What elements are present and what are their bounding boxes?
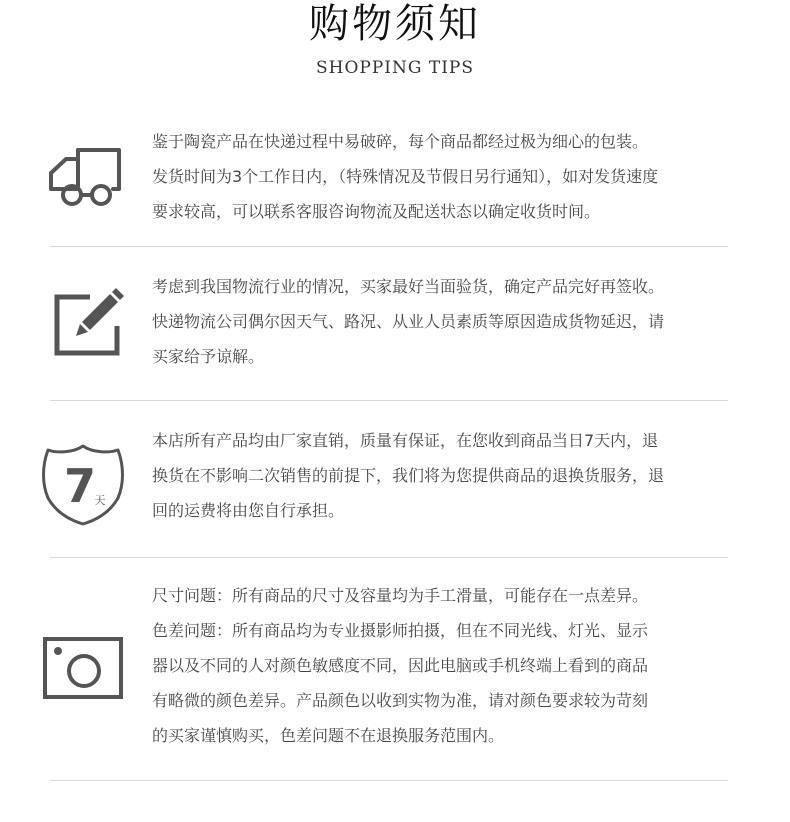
tip-line: 本店所有产品均由厂家直销，质量有保证，在您收到商品当日7天内，退 <box>152 431 659 450</box>
tip-line: 要求较高，可以联系客服咨询物流及配送状态以确定收货时间。 <box>152 202 601 221</box>
tip-line: 回的运费将由您自行承担。 <box>152 501 345 520</box>
section-divider <box>50 780 728 781</box>
seven-day-shield-icon <box>40 440 126 526</box>
section-divider <box>50 557 728 558</box>
tip-line: 尺寸问题：所有商品的尺寸及容量均为手工滑量，可能存在一点差异。 <box>152 586 649 605</box>
section-divider <box>50 246 728 247</box>
camera-icon <box>40 626 126 712</box>
section-divider <box>50 400 728 401</box>
edit-sign-icon <box>40 280 126 366</box>
page-title: 购物须知 <box>309 1 481 47</box>
tip-line: 发货时间为3个工作日内，（特殊情况及节假日另行通知），如对发货速度 <box>152 167 659 186</box>
tip-line: 器以及不同的人对颜色敏感度不同，因此电脑或手机终端上看到的商品 <box>152 656 649 675</box>
tip-text-inspect <box>152 269 732 374</box>
tip-line: 有略微的颜色差异。产品颜色以收到实物为准，请对颜色要求较为苛刻 <box>152 691 649 710</box>
tip-text-color <box>152 578 732 753</box>
tip-text-delivery <box>152 124 732 229</box>
seven-day-unit: 天 <box>94 494 106 507</box>
delivery-truck-icon <box>40 131 126 217</box>
tip-line: 考虑到我国物流行业的情况，买家最好当面验货，确定产品完好再签收。 <box>152 277 665 296</box>
tip-line: 快递物流公司偶尔因天气、路况、从业人员素质等原因造成货物延迟，请 <box>152 312 665 331</box>
tip-text-returns <box>152 423 732 528</box>
tip-line: 色差问题：所有商品均为专业摄影师拍摄，但在不同光线、灯光、显示 <box>152 621 649 640</box>
tip-line: 鉴于陶瓷产品在快递过程中易破碎，每个商品都经过极为细心的包装。 <box>152 132 649 151</box>
tip-line: 换货在不影响二次销售的前提下，我们将为您提供商品的退换货服务，退 <box>152 466 665 485</box>
seven-day-number: 7 <box>63 459 97 513</box>
tip-line: 的买家谨慎购买，色差问题不在退换服务范围内。 <box>152 726 505 745</box>
tip-line: 买家给予谅解。 <box>152 347 265 366</box>
page-subtitle: SHOPPING TIPS <box>316 58 474 78</box>
